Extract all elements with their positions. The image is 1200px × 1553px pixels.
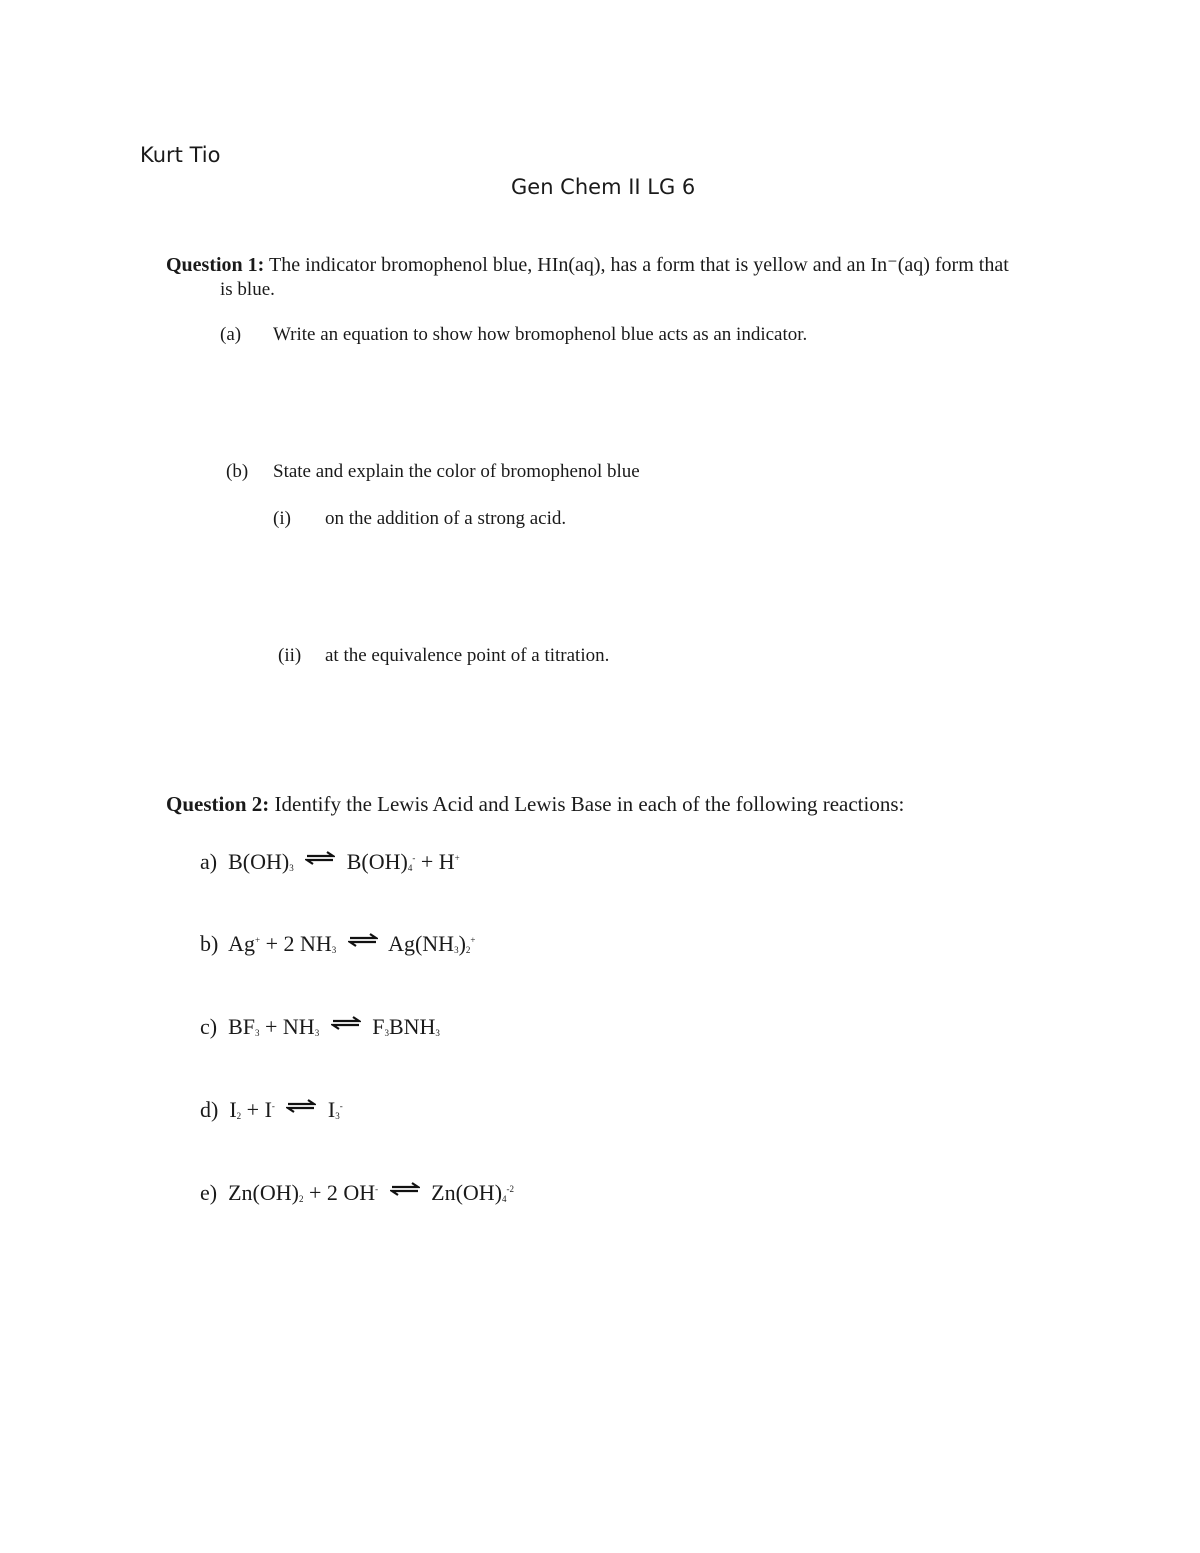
- reaction-label: e): [200, 1180, 218, 1205]
- part-b-ii-text: at the equivalence point of a titration.: [325, 645, 610, 666]
- question-2-label: Question 2:: [166, 792, 270, 816]
- part-a-label: (a): [220, 324, 242, 345]
- subscript: 3: [435, 1028, 440, 1038]
- reaction-a: [200, 849, 460, 875]
- reaction-c: [200, 1014, 440, 1040]
- product-1: B(OH): [346, 849, 408, 874]
- superscript: -: [339, 1101, 343, 1111]
- reaction-label: c): [200, 1014, 218, 1039]
- reactant-1: B(OH): [228, 849, 290, 874]
- reaction-e: [200, 1180, 514, 1206]
- superscript: +: [470, 935, 476, 945]
- subscript: 2: [298, 1194, 304, 1204]
- subscript: 3: [314, 1028, 320, 1038]
- reactant-1: BF: [228, 1014, 256, 1039]
- subscript: 3: [335, 1111, 340, 1121]
- equilibrium-arrow-icon: [348, 933, 378, 947]
- question-1: [166, 252, 1009, 277]
- part-a-text: Write an equation to show how bromophenol blue acts as an indicator.: [273, 324, 808, 345]
- reactant-2: + I: [246, 1097, 272, 1122]
- part-b-i-text: on the addition of a strong acid.: [325, 508, 567, 529]
- superscript: +: [454, 853, 460, 863]
- equilibrium-arrow-icon: [305, 851, 335, 865]
- subscript: 2: [465, 945, 471, 955]
- superscript: -: [412, 853, 416, 863]
- reaction-d: [200, 1097, 343, 1123]
- subscript: 4: [407, 863, 413, 873]
- reaction-label: d): [200, 1097, 219, 1122]
- page-title: Gen Chem II LG 6: [511, 175, 696, 199]
- subscript: 3: [255, 1028, 260, 1038]
- subscript: 3: [331, 945, 337, 955]
- reactant-1: Zn(OH): [228, 1180, 299, 1205]
- reactant-2: + NH: [265, 1014, 315, 1039]
- author-name: Kurt Tio: [140, 143, 221, 167]
- subscript: 3: [289, 863, 294, 873]
- product-1-cont: BNH: [388, 1014, 436, 1039]
- question-2: [166, 792, 904, 817]
- part-b-label: (b): [226, 461, 249, 482]
- part-b-ii-label: (ii): [278, 645, 302, 666]
- subscript: 3: [454, 945, 459, 955]
- superscript: -2: [506, 1184, 515, 1194]
- reaction-label: b): [200, 931, 219, 956]
- product-1: Zn(OH): [431, 1180, 503, 1205]
- reaction-label: a): [200, 849, 218, 874]
- question-1-label: Question 1:: [166, 254, 265, 276]
- paren: ): [458, 931, 466, 956]
- superscript: -: [271, 1101, 275, 1111]
- equilibrium-arrow-icon: [390, 1182, 420, 1196]
- product-2: + H: [420, 849, 455, 874]
- product-1: F: [372, 1014, 385, 1039]
- part-b-text: State and explain the color of bromophenol blue: [273, 461, 640, 482]
- reactant-1: I: [229, 1097, 237, 1122]
- product-1: Ag(NH: [388, 931, 455, 956]
- reactant-2: + 2 NH: [265, 931, 332, 956]
- equilibrium-arrow-icon: [286, 1099, 316, 1113]
- reactant-1: Ag: [228, 931, 256, 956]
- superscript: -: [375, 1184, 379, 1194]
- question-1-text: The indicator bromophenol blue, HIn(aq), has a form that is yellow and an In⁻(aq) form that: [268, 254, 1009, 276]
- reactant-2: + 2 OH: [308, 1180, 376, 1205]
- superscript: +: [255, 935, 261, 945]
- reaction-b: [200, 931, 475, 957]
- equilibrium-arrow-icon: [331, 1016, 361, 1030]
- subscript: 3: [384, 1028, 389, 1038]
- product-1: I: [327, 1097, 336, 1122]
- subscript: 4: [502, 1194, 507, 1204]
- part-b-i-label: (i): [273, 508, 291, 529]
- question-1-text-cont: is blue.: [220, 279, 275, 300]
- question-2-text: Identify the Lewis Acid and Lewis Base in each of the following reactions:: [274, 792, 905, 816]
- subscript: 2: [236, 1111, 242, 1121]
